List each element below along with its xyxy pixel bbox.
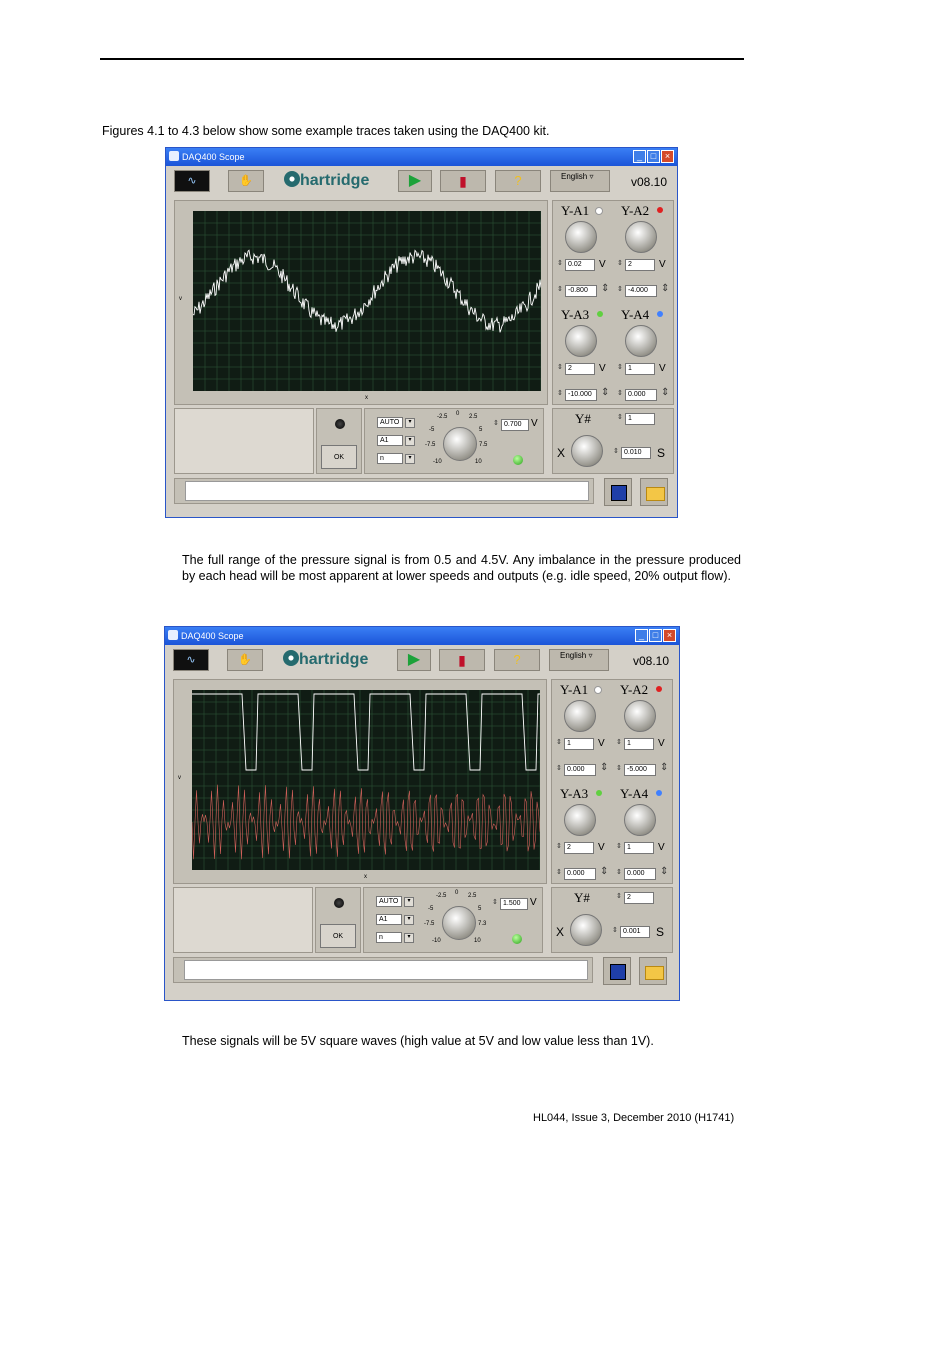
knob-scale-label: 0 bbox=[456, 411, 460, 417]
knob-scale-label: -7.5 bbox=[424, 921, 435, 927]
ok-panel bbox=[315, 887, 361, 953]
plot-background bbox=[193, 211, 541, 391]
run-button[interactable]: ▶ bbox=[397, 649, 431, 671]
trigger-panel bbox=[363, 887, 543, 953]
app-icon bbox=[169, 151, 179, 161]
spin-arrows-icon[interactable]: ⇕ bbox=[557, 286, 563, 293]
knob-scale-label: 2.5 bbox=[469, 414, 478, 420]
x-axis-label: x bbox=[365, 395, 368, 401]
offset-arrow-icon[interactable]: ⇕ bbox=[600, 762, 609, 773]
unit-label: V bbox=[598, 738, 605, 749]
trigger-led bbox=[512, 934, 522, 944]
unit-label: V bbox=[659, 363, 666, 374]
channel-label: Y-A2 bbox=[620, 682, 649, 697]
volts-per-div-field[interactable]: 0.02 bbox=[565, 259, 595, 271]
channel-led bbox=[595, 207, 603, 215]
channel-led bbox=[594, 686, 602, 694]
channel-label: Y-A1 bbox=[560, 682, 589, 697]
channel-led bbox=[597, 311, 603, 317]
unit-label: V bbox=[599, 363, 606, 374]
timebase-field[interactable]: 0.010 bbox=[621, 447, 651, 459]
exit-button[interactable]: ▮ bbox=[439, 649, 485, 671]
unit-label: V bbox=[658, 842, 665, 853]
window-title: DAQ400 Scope bbox=[181, 631, 244, 641]
spin-arrows-icon[interactable]: ⇕ bbox=[492, 899, 498, 906]
waveform-view-button[interactable]: ∿ bbox=[174, 170, 210, 192]
plot-panel bbox=[174, 200, 548, 405]
offset-arrow-icon[interactable]: ⇕ bbox=[600, 866, 609, 877]
knob-scale-label: 10 bbox=[474, 938, 481, 944]
spin-arrows-icon[interactable]: ⇕ bbox=[557, 260, 563, 267]
y-axis-label: v bbox=[179, 296, 182, 302]
y-hash-field[interactable]: 1 bbox=[625, 413, 655, 425]
status-message-field[interactable] bbox=[184, 960, 588, 980]
language-select[interactable]: English ▿ bbox=[550, 170, 610, 192]
volts-per-div-field[interactable]: 1 bbox=[624, 738, 654, 750]
folder-icon bbox=[646, 487, 665, 501]
dropdown-arrow-icon[interactable]: ▾ bbox=[404, 897, 414, 907]
channel-a3 bbox=[555, 305, 611, 379]
channel-controls bbox=[551, 679, 673, 884]
channel-led bbox=[657, 311, 663, 317]
spin-arrows-icon[interactable]: ⇕ bbox=[617, 390, 623, 397]
volts-per-div-field[interactable]: 2 bbox=[625, 259, 655, 271]
oscilloscope-plot[interactable] bbox=[193, 211, 541, 391]
spin-arrows-icon[interactable]: ⇕ bbox=[556, 869, 562, 876]
spin-arrows-icon[interactable]: ⇕ bbox=[617, 414, 623, 421]
channel-a2 bbox=[615, 201, 671, 275]
minimize-button[interactable]: _ bbox=[633, 150, 646, 163]
status-bar bbox=[173, 957, 593, 983]
title-bar[interactable] bbox=[166, 148, 677, 166]
channel-led bbox=[656, 790, 662, 796]
volts-per-div-field[interactable]: 1 bbox=[624, 842, 654, 854]
version-label: v08.10 bbox=[632, 654, 669, 668]
volts-knob[interactable] bbox=[564, 804, 596, 836]
dropdown-arrow-icon[interactable]: ▾ bbox=[405, 454, 415, 464]
minimize-button[interactable]: _ bbox=[635, 629, 648, 642]
channel-a4 bbox=[615, 305, 671, 379]
floppy-disk-icon bbox=[611, 485, 627, 501]
offset-arrow-icon[interactable]: ⇕ bbox=[660, 762, 669, 773]
hand-tool-button[interactable]: ✋ bbox=[228, 170, 264, 192]
unit-label: V bbox=[658, 738, 665, 749]
info-display bbox=[173, 887, 313, 953]
unit-label: V bbox=[598, 842, 605, 853]
timebase-knob[interactable] bbox=[570, 914, 602, 946]
volts-knob[interactable] bbox=[564, 700, 596, 732]
unit-label: V bbox=[599, 259, 606, 270]
volts-knob[interactable] bbox=[565, 325, 597, 357]
trigger-unit: V bbox=[530, 897, 537, 908]
trigger-level-knob[interactable] bbox=[442, 906, 476, 940]
save-button[interactable] bbox=[603, 957, 631, 985]
offset-arrow-icon[interactable]: ⇕ bbox=[661, 387, 670, 398]
spin-arrows-icon[interactable]: ⇕ bbox=[616, 869, 622, 876]
ok-button[interactable]: OK bbox=[320, 924, 356, 948]
spin-arrows-icon[interactable]: ⇕ bbox=[556, 843, 562, 850]
channel-a2 bbox=[614, 680, 670, 754]
trigger-panel bbox=[364, 408, 544, 474]
dropdown-arrow-icon[interactable]: ▾ bbox=[404, 915, 414, 925]
spin-arrows-icon[interactable]: ⇕ bbox=[556, 765, 562, 772]
timebase-knob[interactable] bbox=[571, 435, 603, 467]
spin-arrows-icon[interactable]: ⇕ bbox=[616, 765, 622, 772]
volts-per-div-field[interactable]: 1 bbox=[564, 738, 594, 750]
volts-knob[interactable] bbox=[624, 700, 656, 732]
x-label: X bbox=[556, 925, 565, 939]
offset-field-a4[interactable]: 0.000 bbox=[625, 389, 657, 401]
channel-a1 bbox=[554, 680, 610, 754]
window-title: DAQ400 Scope bbox=[182, 152, 245, 162]
open-button[interactable] bbox=[639, 957, 667, 985]
dropdown-arrow-icon[interactable]: ▾ bbox=[404, 933, 414, 943]
offset-arrow-icon[interactable]: ⇕ bbox=[601, 387, 610, 398]
trigger-channel-select[interactable]: A1 bbox=[376, 914, 402, 925]
spin-arrows-icon[interactable]: ⇕ bbox=[493, 420, 499, 427]
trigger-mode-select[interactable]: AUTO bbox=[376, 896, 402, 907]
volts-per-div-field[interactable]: 2 bbox=[564, 842, 594, 854]
spin-arrows-icon[interactable]: ⇕ bbox=[617, 364, 623, 371]
channel-led bbox=[657, 207, 663, 213]
volts-per-div-field[interactable]: 2 bbox=[565, 363, 595, 375]
trigger-edge-select[interactable]: n bbox=[376, 932, 402, 943]
help-button[interactable]: ? bbox=[495, 170, 541, 192]
floppy-disk-icon bbox=[610, 964, 626, 980]
close-button[interactable]: × bbox=[663, 629, 676, 642]
plot-panel bbox=[173, 679, 547, 884]
spin-arrows-icon[interactable]: ⇕ bbox=[557, 364, 563, 371]
trigger-level-field[interactable]: 1.500 bbox=[500, 898, 528, 910]
y-hash-label: Y# bbox=[575, 411, 591, 426]
knob-scale-label: -10 bbox=[433, 459, 442, 465]
volts-knob[interactable] bbox=[624, 804, 656, 836]
language-select[interactable]: English ▿ bbox=[549, 649, 609, 671]
spin-arrows-icon[interactable]: ⇕ bbox=[557, 390, 563, 397]
offset-arrow-icon[interactable]: ⇕ bbox=[661, 283, 670, 294]
status-led bbox=[335, 419, 345, 429]
knob-scale-label: -2.5 bbox=[437, 414, 448, 420]
y-hash-label: Y# bbox=[574, 890, 590, 905]
header-rule bbox=[100, 58, 744, 60]
offset-arrow-icon[interactable]: ⇕ bbox=[601, 283, 610, 294]
y-axis-label: v bbox=[178, 775, 181, 781]
timebase-panel bbox=[552, 408, 674, 474]
trigger-level-field[interactable]: 0.700 bbox=[501, 419, 529, 431]
knob-scale-label: -5 bbox=[429, 427, 435, 433]
title-bar[interactable] bbox=[165, 627, 679, 645]
trigger-led bbox=[513, 455, 523, 465]
spin-arrows-icon[interactable]: ⇕ bbox=[616, 893, 622, 900]
channel-led bbox=[656, 686, 662, 692]
maximize-button[interactable]: □ bbox=[647, 150, 660, 163]
trigger-unit: V bbox=[531, 418, 538, 429]
hartridge-logo: hartridge bbox=[283, 650, 368, 669]
dropdown-arrow-icon[interactable]: ▾ bbox=[405, 436, 415, 446]
trigger-mode-select[interactable]: AUTO bbox=[377, 417, 403, 428]
scope-window-1 bbox=[165, 147, 678, 518]
logo-icon bbox=[284, 171, 300, 187]
offset-field-a4[interactable]: 0.000 bbox=[624, 868, 656, 880]
waveform-view-button[interactable]: ∿ bbox=[173, 649, 209, 671]
channel-label: Y-A4 bbox=[620, 786, 649, 801]
open-button[interactable] bbox=[640, 478, 668, 506]
oscilloscope-plot[interactable] bbox=[192, 690, 540, 870]
document-footer: HL044, Issue 3, December 2010 (H1741) bbox=[533, 1112, 735, 1124]
unit-label: V bbox=[659, 259, 666, 270]
trigger-level-knob[interactable] bbox=[443, 427, 477, 461]
spin-arrows-icon[interactable]: ⇕ bbox=[556, 739, 562, 746]
channel-a3 bbox=[554, 784, 610, 858]
hartridge-logo: hartridge bbox=[284, 171, 369, 190]
volts-per-div-field[interactable]: 1 bbox=[625, 363, 655, 375]
maximize-button[interactable]: □ bbox=[649, 629, 662, 642]
scope-window-2 bbox=[164, 626, 680, 1001]
channel-label: Y-A3 bbox=[561, 307, 590, 322]
trigger-channel-select[interactable]: A1 bbox=[377, 435, 403, 446]
channel-label: Y-A4 bbox=[621, 307, 650, 322]
plot-background bbox=[192, 690, 540, 870]
version-label: v08.10 bbox=[630, 175, 667, 189]
channel-label: Y-A2 bbox=[621, 203, 650, 218]
offset-arrow-icon[interactable]: ⇕ bbox=[660, 866, 669, 877]
knob-scale-label: 0 bbox=[455, 890, 459, 896]
offset-field-a3[interactable]: -10.000 bbox=[565, 389, 597, 401]
x-label: X bbox=[557, 446, 566, 460]
dropdown-arrow-icon[interactable]: ▾ bbox=[405, 418, 415, 428]
offset-field-a2[interactable]: -5.000 bbox=[624, 764, 656, 776]
channel-a1 bbox=[555, 201, 611, 275]
knob-scale-label: -7.5 bbox=[425, 442, 436, 448]
knob-scale-label: 10 bbox=[475, 459, 482, 465]
channel-label: Y-A1 bbox=[561, 203, 590, 218]
hand-tool-button[interactable]: ✋ bbox=[227, 649, 263, 671]
status-bar bbox=[174, 478, 594, 504]
folder-icon bbox=[645, 966, 664, 980]
timebase-unit: S bbox=[656, 925, 665, 939]
channel-a4 bbox=[614, 784, 670, 858]
save-button[interactable] bbox=[604, 478, 632, 506]
knob-scale-label: -5 bbox=[428, 906, 434, 912]
spin-arrows-icon[interactable]: ⇕ bbox=[616, 843, 622, 850]
spin-arrows-icon[interactable]: ⇕ bbox=[612, 927, 618, 934]
spin-arrows-icon[interactable]: ⇕ bbox=[616, 739, 622, 746]
knob-scale-label: 5 bbox=[478, 906, 482, 912]
status-led bbox=[334, 898, 344, 908]
exit-button[interactable]: ▮ bbox=[440, 170, 486, 192]
logo-icon bbox=[283, 650, 299, 666]
timebase-unit: S bbox=[657, 446, 666, 460]
volts-knob[interactable] bbox=[625, 221, 657, 253]
y-hash-field[interactable]: 2 bbox=[624, 892, 654, 904]
channel-led bbox=[596, 790, 602, 796]
channel-label: Y-A3 bbox=[560, 786, 589, 801]
toolbar bbox=[169, 647, 675, 675]
help-button[interactable]: ? bbox=[494, 649, 540, 671]
timebase-field[interactable]: 0.001 bbox=[620, 926, 650, 938]
body-paragraph-1: The full range of the pressure signal is from 0.5 and 4.5V. Any imbalance in the pressure produced by each head will be most apparent at lower speeds and outputs (e.g. idle speed, 20% output flow). bbox=[182, 553, 741, 583]
x-axis-label: x bbox=[364, 874, 367, 880]
timebase-panel bbox=[551, 887, 673, 953]
volts-knob[interactable] bbox=[565, 221, 597, 253]
knob-scale-label: 2.5 bbox=[468, 893, 477, 899]
knob-scale-label: 7.5 bbox=[479, 442, 488, 448]
offset-field-a2[interactable]: -4.000 bbox=[625, 285, 657, 297]
status-message-field[interactable] bbox=[185, 481, 589, 501]
spin-arrows-icon[interactable]: ⇕ bbox=[617, 260, 623, 267]
run-button[interactable]: ▶ bbox=[398, 170, 432, 192]
ok-panel bbox=[316, 408, 362, 474]
knob-scale-label: 5 bbox=[479, 427, 483, 433]
offset-field-a3[interactable]: 0.000 bbox=[564, 868, 596, 880]
info-display bbox=[174, 408, 314, 474]
knob-scale-label: 7.3 bbox=[478, 921, 487, 927]
offset-field-a1[interactable]: -0.800 bbox=[565, 285, 597, 297]
spin-arrows-icon[interactable]: ⇕ bbox=[613, 448, 619, 455]
knob-scale-label: -2.5 bbox=[436, 893, 447, 899]
ok-button[interactable]: OK bbox=[321, 445, 357, 469]
knob-scale-label: -10 bbox=[432, 938, 441, 944]
volts-knob[interactable] bbox=[625, 325, 657, 357]
toolbar bbox=[170, 168, 673, 196]
spin-arrows-icon[interactable]: ⇕ bbox=[617, 286, 623, 293]
body-paragraph-2: These signals will be 5V square waves (high value at 5V and low value less than 1V). bbox=[182, 1034, 654, 1048]
channel-controls bbox=[552, 200, 674, 405]
intro-text: Figures 4.1 to 4.3 below show some example traces taken using the DAQ400 kit. bbox=[102, 124, 550, 138]
close-button[interactable]: × bbox=[661, 150, 674, 163]
trigger-edge-select[interactable]: n bbox=[377, 453, 403, 464]
offset-field-a1[interactable]: 0.000 bbox=[564, 764, 596, 776]
app-icon bbox=[168, 630, 178, 640]
